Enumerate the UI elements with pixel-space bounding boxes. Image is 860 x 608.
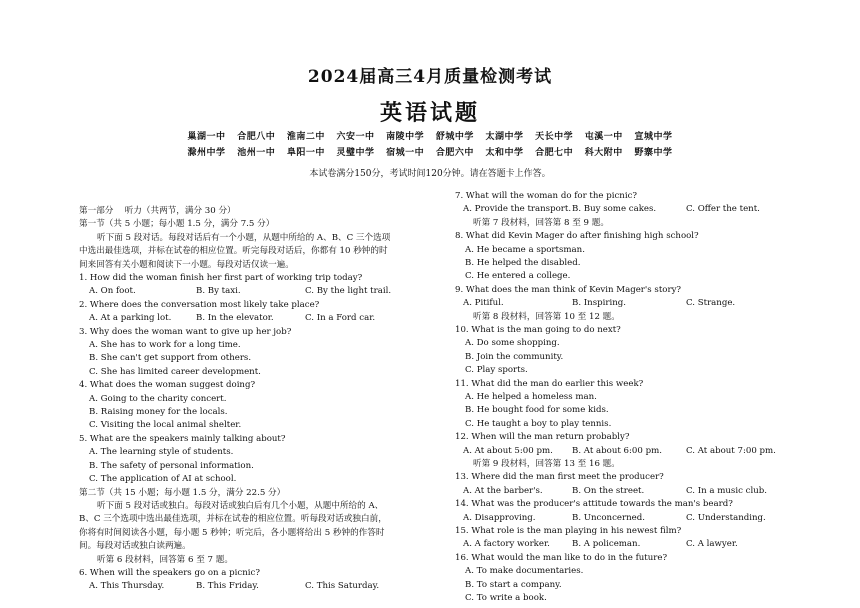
option-c[interactable]: C. To write a book.	[465, 593, 547, 604]
exam-subtitle: 英语试题	[379, 100, 480, 126]
school-name: 太和中学	[485, 148, 524, 158]
instruction-line: B、C 三个选项中选出最佳选项，并标在试卷的相应位置。听每段对话或独白前，	[79, 514, 387, 525]
section-heading: 第二节（共 15 小题；每小题 1.5 分，满分 22.5 分）	[79, 487, 286, 498]
question-16: 16. What would the man like to do in the future?	[455, 552, 668, 563]
instruction-line: 间来回答有关小题和阅读下一小题。每段对话仅读一遍。	[79, 259, 294, 270]
part-heading: 第一部分 听力（共两节，满分 30 分）	[79, 206, 236, 216]
option-a[interactable]: A. To make documentaries.	[465, 566, 584, 577]
option-b[interactable]: B. In the elevator.	[196, 313, 274, 324]
option-b[interactable]: B. Join the community.	[465, 351, 564, 362]
instruction-line: 间。每段对话或独白读两遍。	[79, 541, 191, 552]
exam-notice: 本试卷满分150分，考试时间120分钟。请在答题卡上作答。	[309, 169, 551, 179]
option-b[interactable]: B. Unconcerned.	[572, 512, 645, 523]
schools-row-2	[0, 145, 860, 158]
options-row	[79, 580, 441, 593]
right-column	[455, 190, 795, 606]
option-b[interactable]: B. This Friday.	[196, 581, 259, 592]
school-name: 舒城中学	[435, 132, 474, 142]
question-4: 4. What does the woman suggest doing?	[79, 380, 256, 391]
option-b[interactable]: B. She can't get support from others.	[89, 353, 252, 364]
option-c[interactable]: C. He taught a boy to play tennis.	[465, 418, 612, 429]
option-b[interactable]: B. He bought food for some kids.	[465, 405, 609, 416]
school-name: 淮南二中	[286, 132, 325, 142]
option-c[interactable]: C. In a Ford car.	[305, 313, 376, 324]
question-13: 13. Where did the man first meet the producer?	[455, 472, 664, 483]
question-8: 8. What did Kevin Mager do after finishing high school?	[455, 231, 699, 242]
section-heading: 第一节（共 5 小题；每小题 1.5 分，满分 7.5 分）	[79, 219, 275, 230]
option-a[interactable]: A. The learning style of students.	[89, 447, 234, 458]
option-c[interactable]: C. She has limited career development.	[89, 366, 261, 377]
option-a[interactable]: A. This Thursday.	[89, 581, 165, 592]
option-c[interactable]: C. In a music club.	[686, 485, 767, 496]
question-15: 15. What role is the man playing in his newest film?	[455, 526, 682, 537]
option-a[interactable]: A. A factory worker.	[463, 539, 550, 550]
options-row	[79, 285, 441, 298]
school-name: 宿城一中	[386, 148, 425, 158]
option-b[interactable]: B. To start a company.	[465, 579, 562, 590]
question-10: 10. What is the man going to do next?	[455, 325, 621, 336]
school-name: 巢湖一中	[187, 132, 226, 142]
schools-row-1	[0, 129, 860, 142]
question-7: 7. What will the woman do for the picnic?	[455, 191, 637, 201]
question-12: 12. When will the man return probably?	[455, 432, 630, 443]
option-b[interactable]: B. A policeman.	[572, 539, 641, 550]
material-heading: 听第 6 段材料，回答第 6 至 7 题。	[97, 554, 233, 565]
instruction-line: 听下面 5 段对话或独白。每段对话或独白后有几个小题，从题中所给的 A、	[97, 500, 384, 511]
option-a[interactable]: A. On foot.	[89, 286, 136, 297]
left-column	[79, 205, 441, 594]
option-b[interactable]: B. On the street.	[572, 485, 645, 496]
question-1: 1. How did the woman finish her first part of working trip today?	[79, 273, 363, 284]
option-c[interactable]: C. Strange.	[686, 298, 736, 309]
options-row	[455, 297, 795, 310]
option-a[interactable]: A. Going to the charity concert.	[89, 393, 227, 404]
school-name: 合肥六中	[435, 148, 474, 158]
option-a[interactable]: A. At the barber's.	[463, 485, 543, 496]
options-row	[455, 203, 795, 216]
material-heading: 听第 9 段材料，回答第 13 至 16 题。	[473, 459, 620, 470]
instruction-line: 中选出最佳选项，并标在试卷的相应位置。听完每段对话后，你都有 10 秒钟的时	[79, 246, 388, 257]
question-6: 6. When will the speakers go on a picnic?	[79, 567, 260, 578]
instruction-line: 你将有时间阅读各小题，每小题 5 秒钟；听完后，各小题将给出 5 秒钟的作答时	[79, 527, 385, 538]
option-b[interactable]: B. Inspiring.	[572, 298, 626, 309]
option-c[interactable]: C. A lawyer.	[686, 539, 738, 550]
option-c[interactable]: C. By the light trail.	[305, 286, 392, 297]
option-a[interactable]: A. He helped a homeless man.	[465, 392, 597, 403]
options-row	[455, 538, 795, 551]
school-name: 天长中学	[535, 132, 574, 142]
options-row	[455, 512, 795, 525]
options-row	[455, 445, 795, 458]
option-b[interactable]: B. At about 6:00 pm.	[572, 445, 662, 456]
question-2: 2. Where does the conversation most likely take place?	[79, 299, 320, 310]
option-c[interactable]: C. This Saturday.	[305, 581, 380, 592]
option-b[interactable]: B. Raising money for the locals.	[89, 407, 228, 418]
question-3: 3. Why does the woman want to give up her job?	[79, 326, 292, 337]
options-row	[455, 485, 795, 498]
option-c[interactable]: C. Play sports.	[465, 365, 528, 376]
school-name: 池州一中	[237, 148, 276, 158]
school-name: 科大附中	[584, 148, 623, 158]
option-a[interactable]: A. At a parking lot.	[89, 313, 172, 324]
option-c[interactable]: C. The application of AI at school.	[89, 474, 237, 485]
option-a[interactable]: A. Provide the transport.	[463, 204, 572, 215]
option-a[interactable]: A. She has to work for a long time.	[89, 340, 241, 351]
material-heading: 听第 7 段材料，回答第 8 至 9 题。	[473, 217, 609, 228]
question-5: 5. What are the speakers mainly talking about?	[79, 433, 286, 444]
school-name: 屯溪一中	[584, 132, 623, 142]
school-name: 六安一中	[336, 132, 375, 142]
option-b[interactable]: B. Buy some cakes.	[572, 204, 657, 215]
school-name: 阜阳一中	[286, 148, 325, 158]
school-name: 合肥八中	[237, 132, 276, 142]
option-c[interactable]: C. Understanding.	[686, 512, 766, 523]
question-14: 14. What was the producer's attitude towards the man's beard?	[455, 499, 733, 510]
school-name: 太湖中学	[485, 132, 524, 142]
option-a[interactable]: A. Pitiful.	[463, 298, 504, 309]
instruction-line: 听下面 5 段对话。每段对话后有一个小题，从题中所给的 A、B、C 三个选项	[97, 232, 391, 243]
option-c[interactable]: C. Offer the tent.	[686, 204, 760, 215]
option-c[interactable]: C. He entered a college.	[465, 271, 571, 282]
option-b[interactable]: B. He helped the disabled.	[465, 258, 581, 269]
school-name: 南陵中学	[386, 132, 425, 142]
option-a[interactable]: A. At about 5:00 pm.	[463, 445, 553, 456]
option-a[interactable]: A. Do some shopping.	[465, 338, 560, 349]
question-11: 11. What did the man do earlier this week?	[455, 378, 644, 389]
option-a[interactable]: A. Disapproving.	[463, 512, 536, 523]
option-c[interactable]: C. At about 7:00 pm.	[686, 445, 776, 456]
options-row	[79, 312, 441, 325]
exam-title: 2024届高三4月质量检测考试	[307, 67, 553, 87]
school-name: 宣城中学	[634, 132, 673, 142]
school-name: 灵璧中学	[336, 148, 375, 158]
option-c[interactable]: C. Visiting the local animal shelter.	[89, 420, 242, 431]
option-a[interactable]: A. He became a sportsman.	[465, 244, 585, 255]
option-b[interactable]: B. The safety of personal information.	[89, 460, 254, 471]
material-heading: 听第 8 段材料，回答第 10 至 12 题。	[473, 311, 620, 322]
school-name: 合肥七中	[535, 148, 574, 158]
question-9: 9. What does the man think of Kevin Mager's story?	[455, 284, 682, 295]
school-name: 滁州中学	[187, 148, 226, 158]
school-name: 野寨中学	[634, 148, 673, 158]
option-b[interactable]: B. By taxi.	[196, 286, 241, 297]
